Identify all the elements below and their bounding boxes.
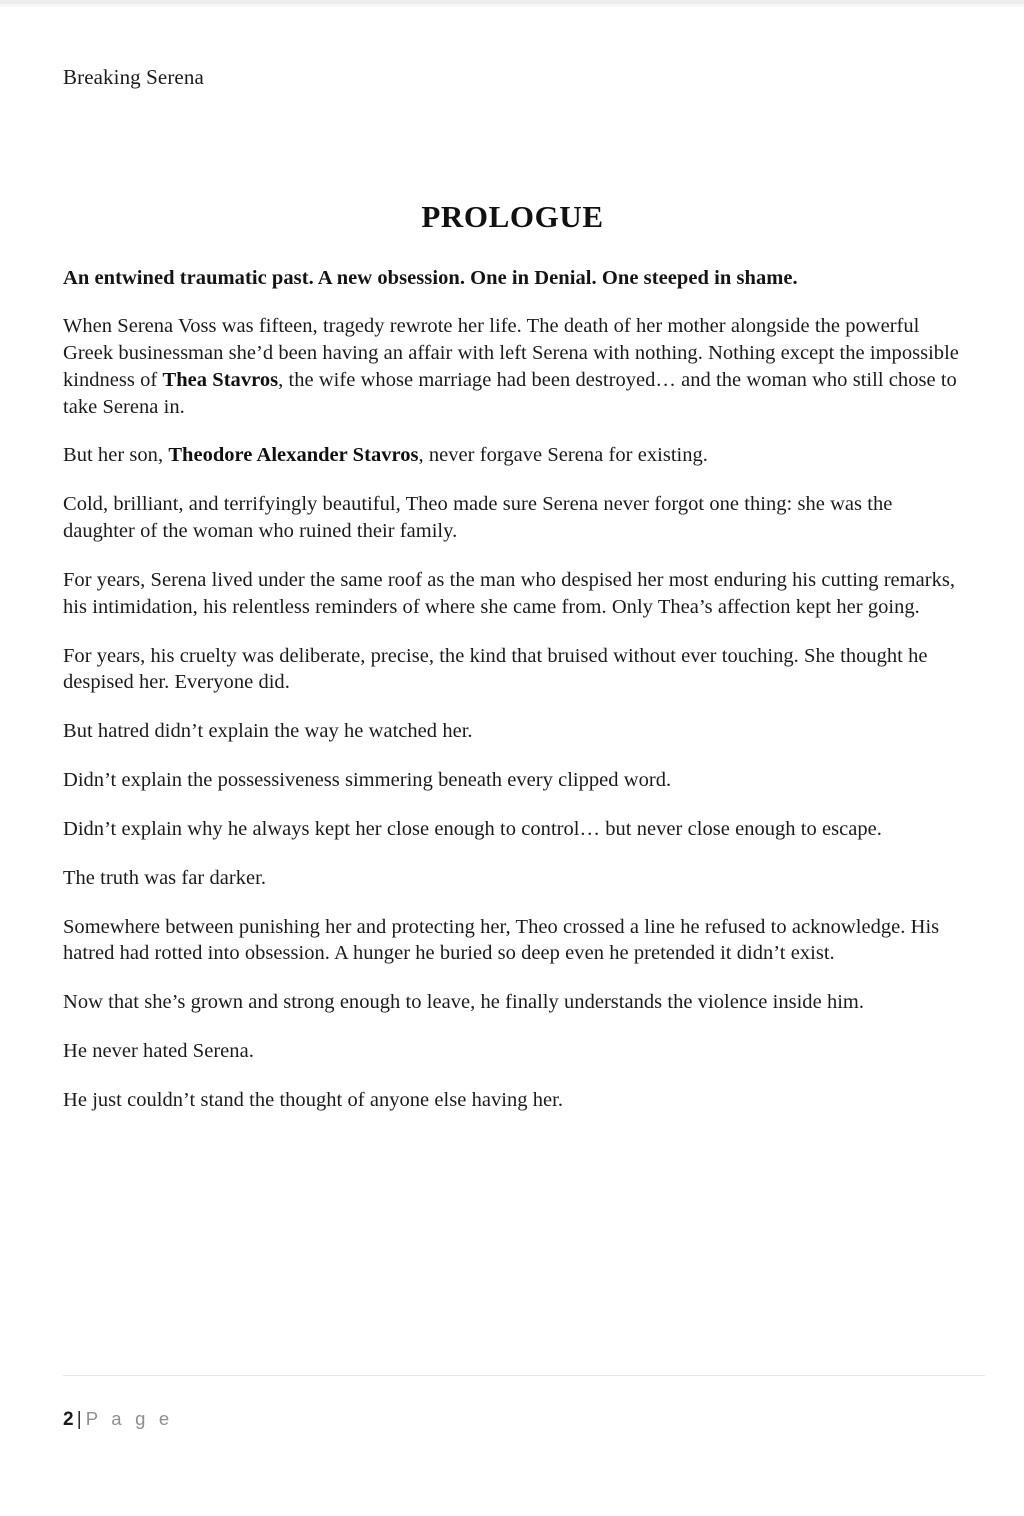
paragraph-13: He just couldn’t stand the thought of anyone else having her. [63,1089,564,1111]
chapter-tagline: An entwined traumatic past. A new obsession. One in Denial. One steeped in shame. [63,267,798,290]
paragraph-3: Cold, brilliant, and terrifyingly beautiful, Theo made sure Serena never forgot one thing: she was the daughter of the woman who ruined their family. [63,493,893,543]
paragraph-1-part-b: , the wife whose marriage had been destroyed… and the woman who still chose to take Serena in. [63,368,957,418]
paragraph-1-part-a: When Serena Voss was fifteen, tragedy rewrote her life. The death of her mother alongside the powerful Greek businessman she’d been having an affair with left Serena with nothing. Nothing except the impossible kindness of [63,314,959,391]
paragraph-6: But hatred didn’t explain the way he watched her. [63,720,473,743]
paragraph-10: Somewhere between punishing her and protecting her, Theo crossed a line he refused to acknowledge. His hatred had rotted into obsession. A hunger he buried so deep even he pretended it didn’t exist. [63,915,940,965]
page-footer [63,1408,173,1431]
paragraph-5: For years, his cruelty was deliberate, precise, the kind that bruised without ever touching. She thought he despised her. Everyone did. [63,644,928,694]
paragraph-11: Now that she’s grown and strong enough to leave, he finally understands the violence inside him. [63,991,865,1014]
footer-separator: | [76,1409,82,1430]
character-name-theodore-alexander-stavros: Theodore Alexander Stavros [168,444,419,467]
running-header: Breaking Serena [63,65,204,89]
paragraph-2-part-a: But her son, [63,444,169,467]
paragraph-1 [63,313,962,420]
paragraph-4: For years, Serena lived under the same roof as the man who despised her most enduring his cutting remarks, his intimidation, his relentless reminders of where she came from. Only Thea’s affection kept her going. [63,568,956,618]
page-content [63,0,962,1114]
body-text [63,293,962,1114]
character-name-thea-stavros: Thea Stavros [162,368,279,391]
paragraph-9: The truth was far darker. [63,866,266,889]
paragraph-8: Didn’t explain why he always kept her close enough to control… but never close enough to escape. [63,817,882,840]
footer-page-label: P a g e [85,1408,174,1429]
footer-divider [63,1375,985,1376]
paragraph-12: He never hated Serena. [63,1040,254,1063]
paragraph-7: Didn’t explain the possessiveness simmering beneath every clipped word. [63,769,672,792]
paragraph-2 [63,442,962,469]
footer-page-number: 2 [63,1409,74,1430]
chapter-title: PROLOGUE [421,199,604,235]
paragraph-2-part-b: , never forgave Serena for existing. [418,444,708,467]
